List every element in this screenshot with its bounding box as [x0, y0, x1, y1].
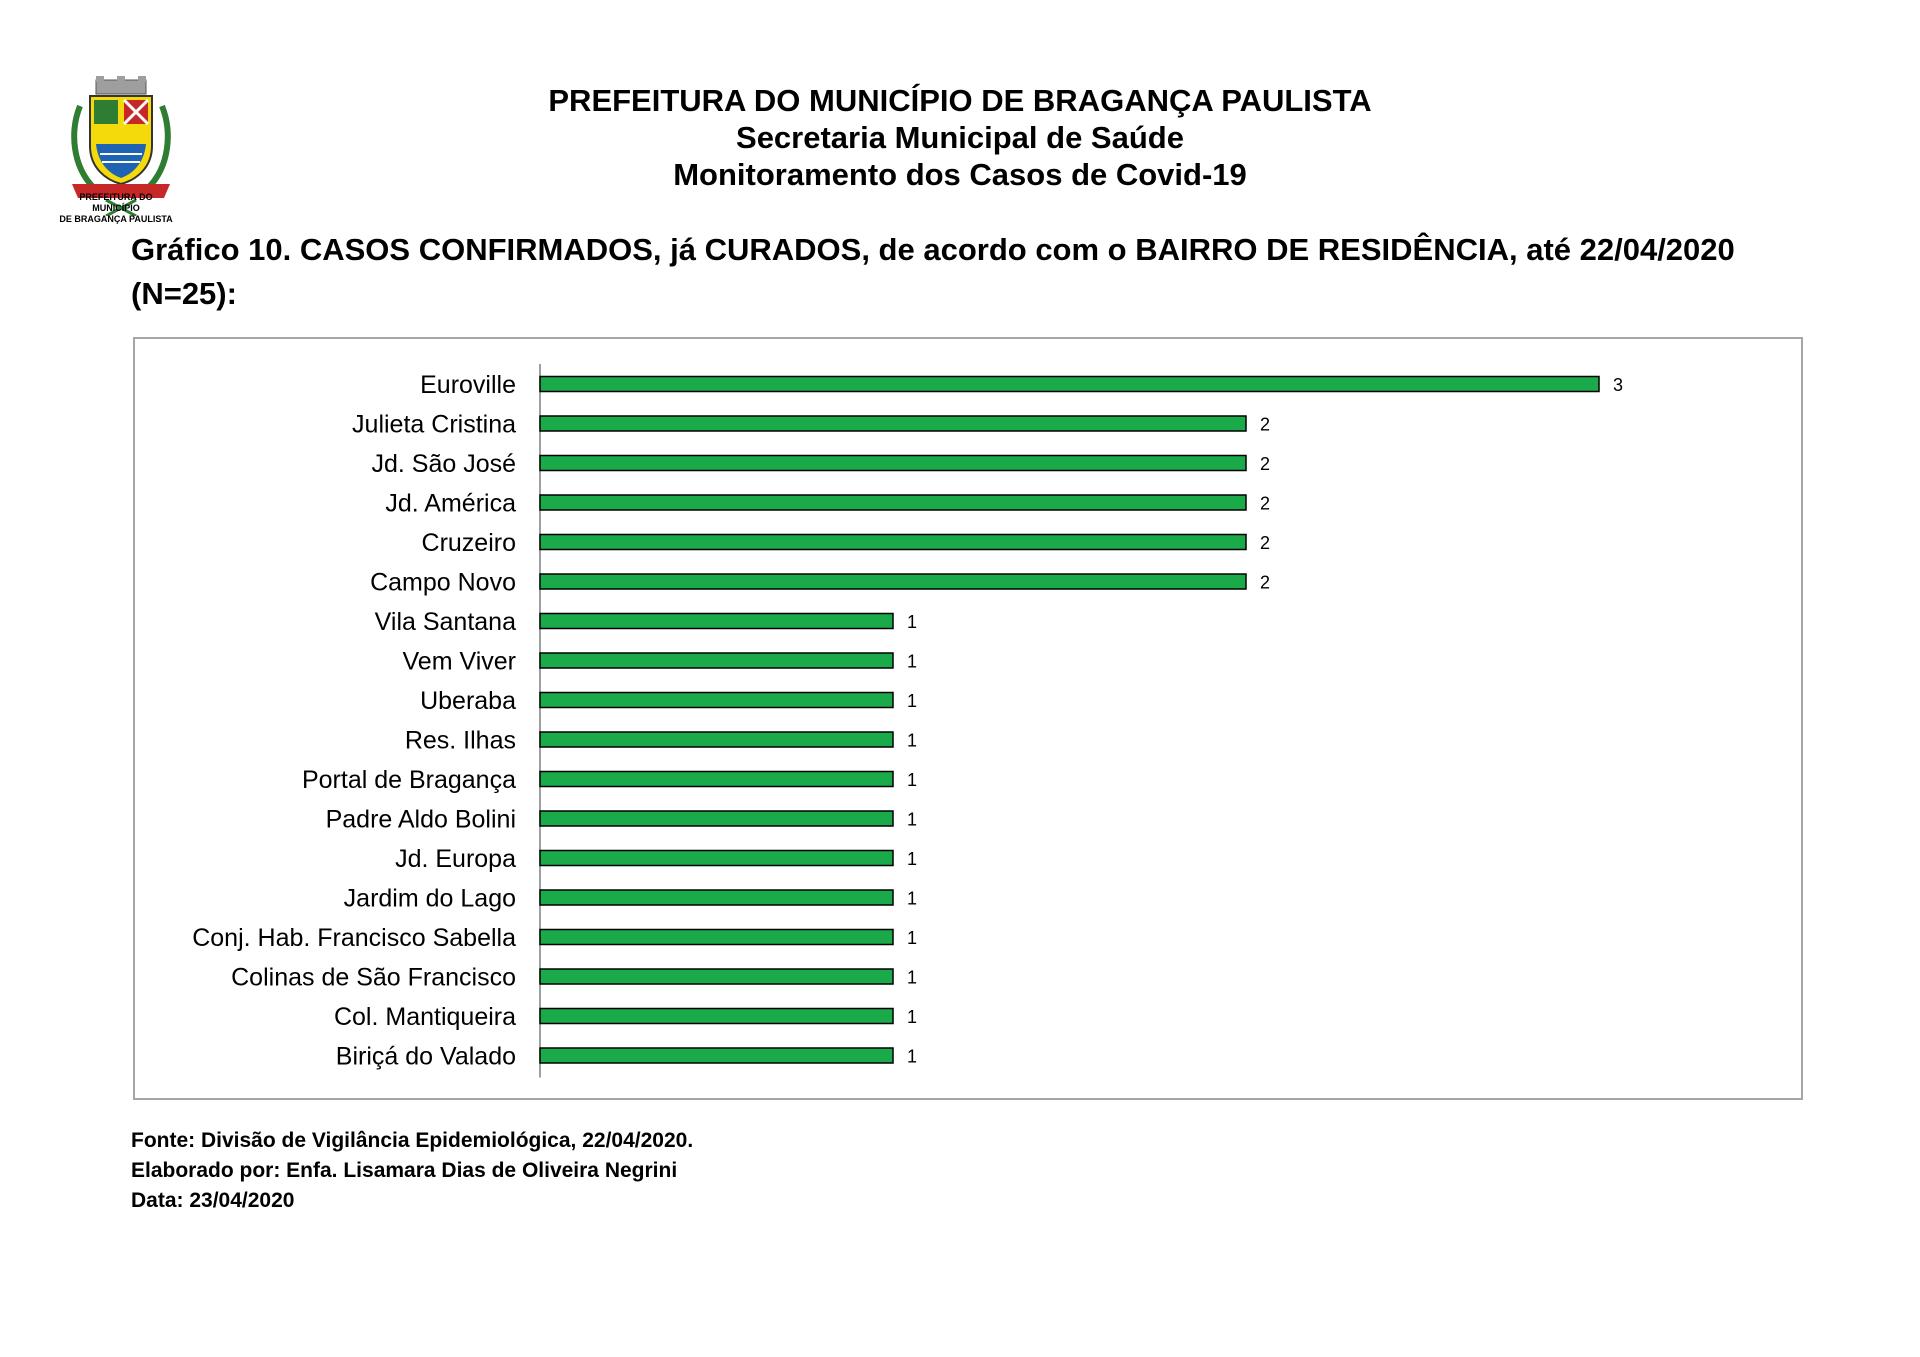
- category-label: Vila Santana: [374, 608, 516, 636]
- data-label: 1: [907, 612, 918, 632]
- header-monitoring: Monitoramento dos Casos de Covid-19: [673, 157, 1247, 192]
- chart-title: Gráfico 10. CASOS CONFIRMADOS, já CURADOS, de acordo com o BAIRRO DE RESIDÊNCIA, até 22/04/2020 (N=25):: [131, 232, 1735, 311]
- footer-source: Fonte: Divisão de Vigilância Epidemiológica, 22/04/2020.: [131, 1129, 694, 1152]
- header-secretariat: Secretaria Municipal de Saúde: [736, 120, 1184, 155]
- chart-frame: [133, 337, 1803, 1100]
- data-label: 1: [907, 888, 918, 909]
- category-label: Jd. Europa: [395, 845, 516, 873]
- bar: [540, 969, 893, 984]
- data-label: 2: [1260, 572, 1271, 593]
- header-municipality: PREFEITURA DO MUNICÍPIO DE BRAGANÇA PAULISTA: [548, 83, 1372, 118]
- bar: [540, 653, 893, 668]
- data-label: 3: [1613, 375, 1624, 395]
- data-label: 1: [907, 809, 918, 830]
- category-label: Padre Aldo Bolini: [325, 805, 516, 834]
- bar: [540, 495, 1246, 510]
- bar: [540, 811, 893, 826]
- data-label: 1: [907, 651, 918, 672]
- bar: [540, 416, 1246, 431]
- bar: [540, 851, 893, 866]
- category-label: Res. Ilhas: [404, 726, 516, 755]
- data-label: 1: [907, 849, 918, 869]
- category-label: Julieta Cristina: [352, 410, 516, 439]
- bar: [540, 614, 893, 629]
- category-label: Portal de Bragança: [301, 766, 516, 794]
- category-label: Jd. São José: [371, 450, 516, 478]
- bar-chart: [135, 339, 1801, 1098]
- footer-date: Data: 23/04/2020: [131, 1189, 295, 1212]
- bar: [540, 693, 893, 708]
- bar: [540, 535, 1246, 550]
- data-label: 1: [907, 691, 918, 711]
- logo-caption-line2: DE BRAGANÇA PAULISTA: [59, 214, 173, 224]
- bar: [540, 732, 893, 747]
- bar: [540, 377, 1599, 392]
- data-label: 1: [907, 730, 918, 751]
- bar: [540, 890, 893, 905]
- bar: [540, 456, 1246, 471]
- data-label: 2: [1260, 414, 1271, 435]
- data-label: 1: [907, 770, 918, 790]
- category-label: Cruzeiro: [421, 529, 516, 557]
- category-label: Jd. América: [385, 489, 516, 518]
- data-label: 1: [907, 928, 918, 948]
- data-label: 2: [1260, 454, 1271, 474]
- bar: [540, 772, 893, 787]
- category-label: Jardim do Lago: [343, 884, 516, 913]
- category-label: Uberaba: [420, 687, 516, 715]
- logo-caption: [56, 192, 176, 225]
- bar: [540, 1009, 893, 1024]
- category-label: Vem Viver: [402, 647, 516, 676]
- data-label: 2: [1260, 493, 1271, 514]
- category-label: Campo Novo: [370, 568, 516, 597]
- category-label: Colinas de São Francisco: [231, 963, 516, 992]
- category-label: Euroville: [420, 371, 516, 399]
- category-label: Conj. Hab. Francisco Sabella: [192, 924, 516, 952]
- bar: [540, 1048, 893, 1063]
- data-label: 1: [907, 1007, 918, 1027]
- bar: [540, 574, 1246, 589]
- data-label: 1: [907, 1046, 918, 1067]
- data-label: 2: [1260, 533, 1271, 553]
- category-label: Col. Mantiqueira: [333, 1003, 516, 1031]
- data-label: 1: [907, 967, 918, 988]
- footer-author: Elaborado por: Enfa. Lisamara Dias de Oliveira Negrini: [131, 1159, 678, 1182]
- logo-caption-line1: PREFEITURA DO MUNICÍPIO: [79, 192, 153, 213]
- bar: [540, 930, 893, 945]
- category-label: Biriçá do Valado: [335, 1042, 516, 1071]
